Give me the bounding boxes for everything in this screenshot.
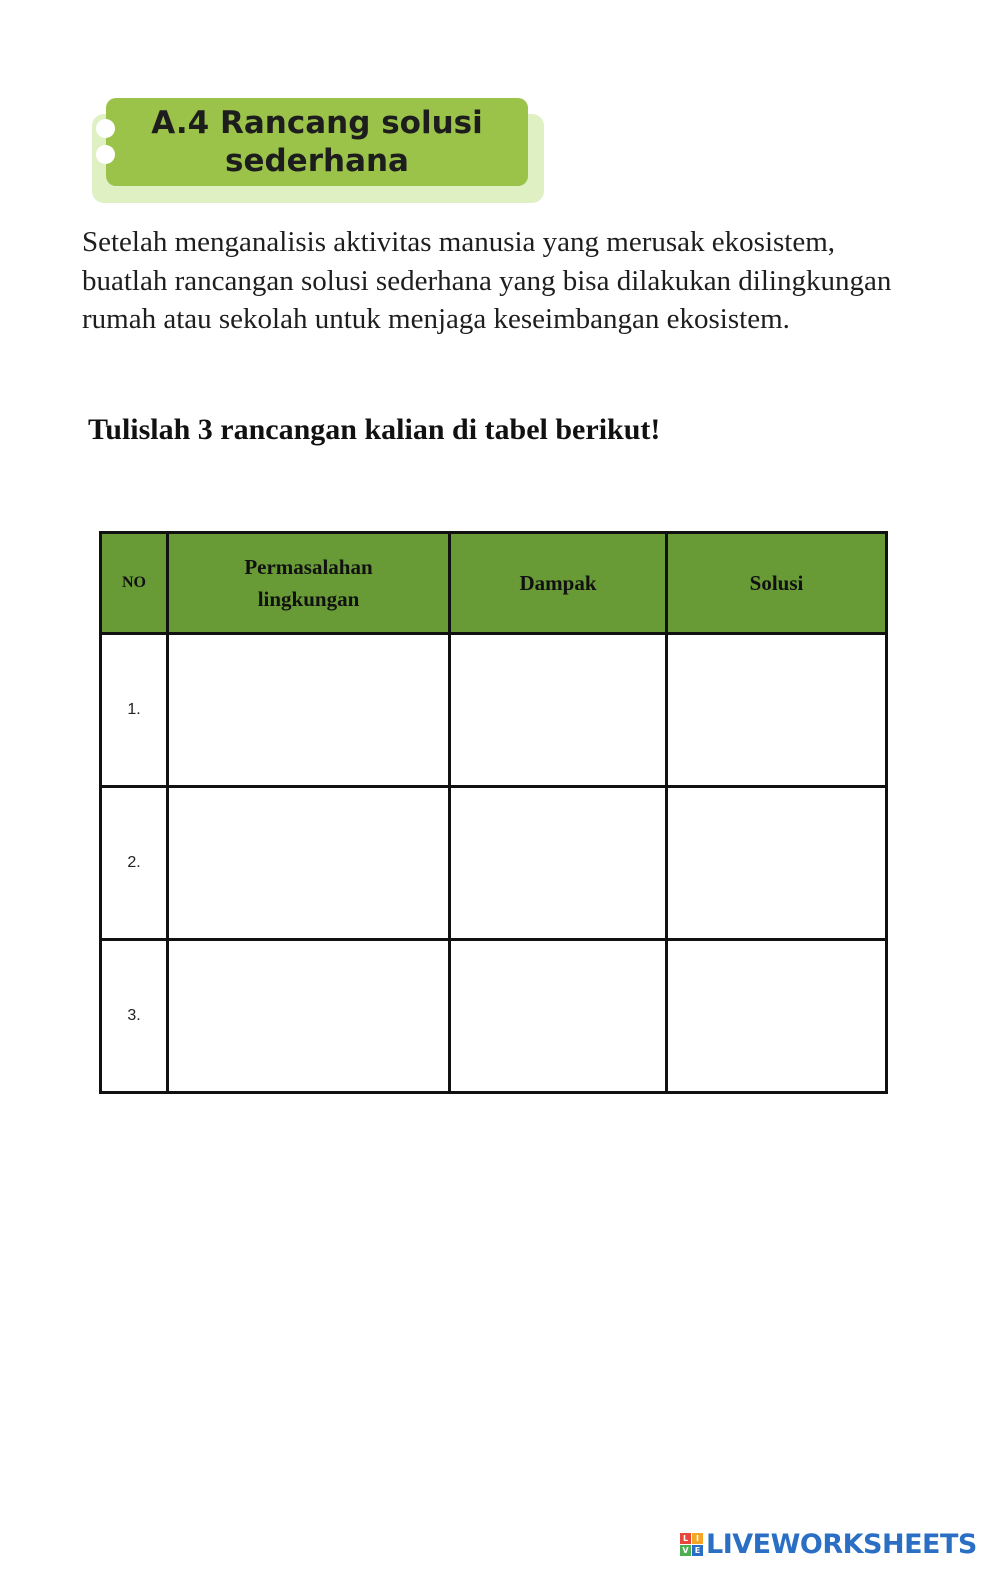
badge-dot-top [96,119,115,138]
header-impact: Dampak [450,533,667,634]
logo-letter: E [692,1545,703,1556]
intro-paragraph: Setelah menganalisis aktivitas manusia yang merusak ekosistem, buatlah rancangan solusi sederhana yang bisa dilakukan dilingkungan rumah atau sekolah untuk menjaga keseimbangan ekosistem. [82,226,892,335]
row-number: 1. [101,634,168,787]
problem-cell[interactable] [168,940,450,1093]
solution-cell[interactable] [667,787,887,940]
section-badge [106,98,528,186]
header-solution: Solusi [667,533,887,634]
header-problem: Permasalahan lingkungan [168,533,450,634]
instruction-text: Tulislah 3 rancangan kalian di tabel berikut! [88,413,661,446]
liveworksheets-logo[interactable] [680,1526,977,1562]
impact-cell[interactable] [450,787,667,940]
worksheet-table [99,531,888,1094]
logo-letter: V [680,1545,691,1556]
solution-cell[interactable] [667,940,887,1093]
table-header-row [101,533,887,634]
impact-cell[interactable] [450,634,667,787]
section-title: A.4 Rancang solusi sederhana [151,105,483,179]
row-number: 3. [101,940,168,1093]
solution-cell[interactable] [667,634,887,787]
table-row [101,634,887,787]
logo-mark-icon [680,1533,703,1556]
logo-text: LIVEWORKSHEETS [706,1528,977,1560]
badge-dot-bottom [96,145,115,164]
problem-cell[interactable] [168,787,450,940]
logo-letter: L [680,1533,691,1544]
table-row [101,940,887,1093]
row-number: 2. [101,787,168,940]
header-no: NO [101,533,168,634]
logo-letter: I [692,1533,703,1544]
impact-cell[interactable] [450,940,667,1093]
table-row [101,787,887,940]
problem-cell[interactable] [168,634,450,787]
